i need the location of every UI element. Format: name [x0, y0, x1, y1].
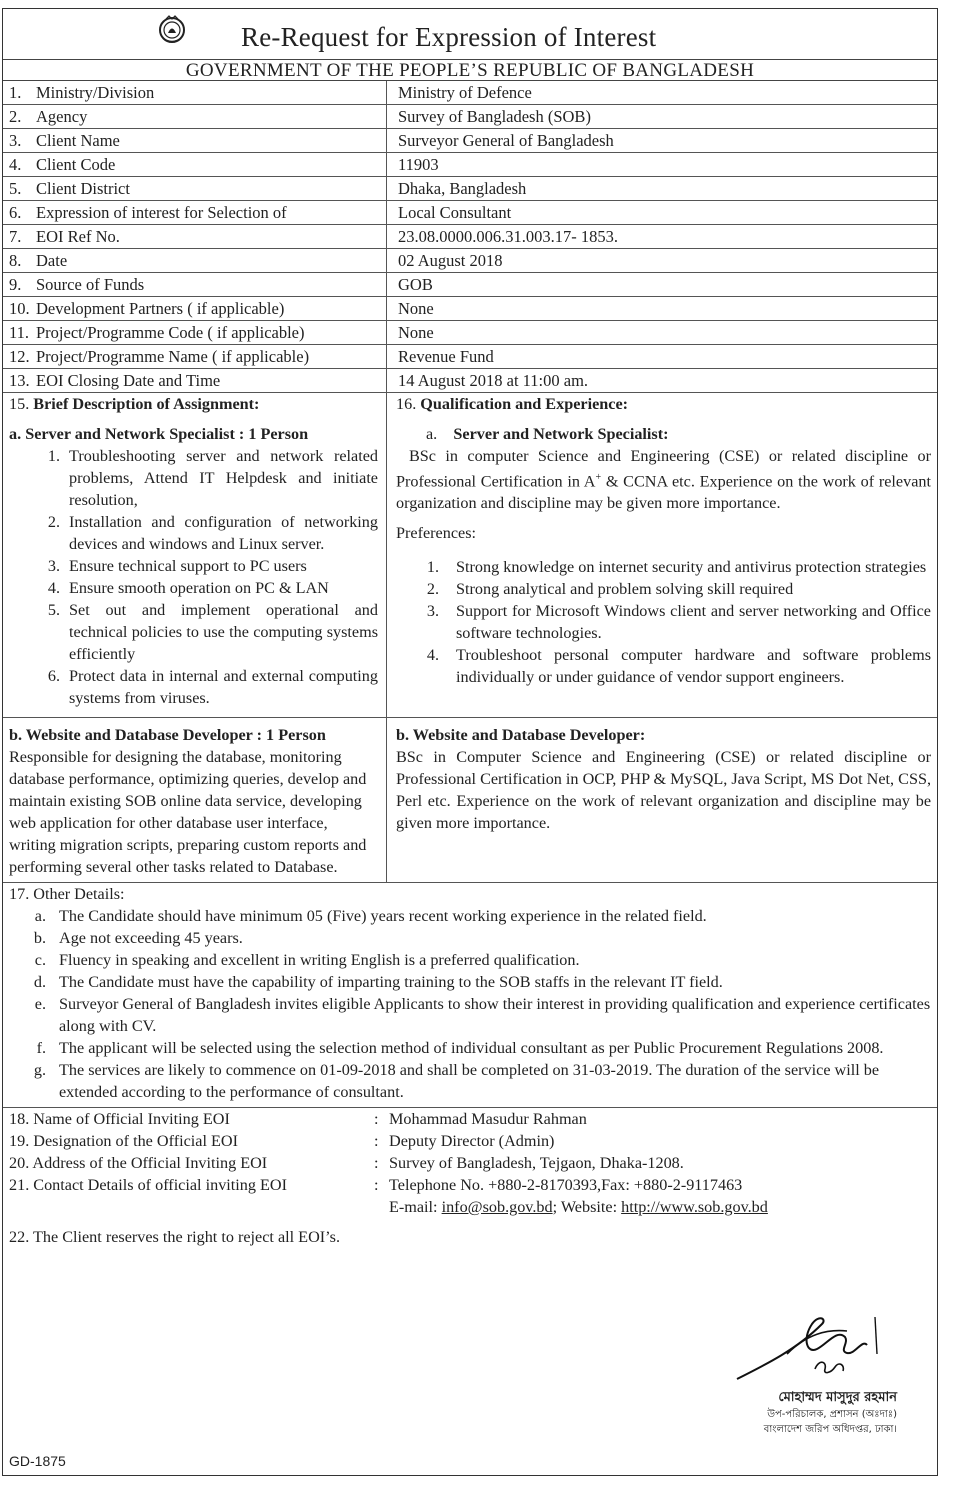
section-16-heading: Qualification and Experience: [420, 395, 629, 413]
email-link[interactable]: info@sob.gov.bd [441, 1198, 553, 1216]
official-row [9, 1130, 931, 1152]
summary-label-text: Client District [36, 179, 130, 198]
summary-value: 23.08.0000.006.31.003.17- 1853. [398, 227, 618, 246]
summary-label-text: Project/Programme Code ( if applicable) [36, 323, 305, 342]
summary-row [3, 177, 937, 201]
other-detail-item [9, 905, 931, 927]
duty-item-marker: 3. [47, 557, 60, 575]
summary-label-text: Client Code [36, 155, 116, 174]
summary-value: 14 August 2018 at 11:00 am. [398, 371, 589, 390]
summary-value: Local Consultant [398, 203, 512, 222]
summary-row [3, 297, 937, 321]
duty-item-text: Installation and configuration of networking devices and windows and Linux server. [69, 513, 378, 553]
other-detail-item [9, 1037, 931, 1059]
duty-item-text: Protect data in internal and external computing systems from viruses. [69, 667, 378, 707]
preference-item [396, 578, 931, 600]
server-qual-title: Server and Network Specialist: [453, 425, 669, 443]
duty-item-marker: 4. [47, 579, 60, 597]
preferences-list [396, 556, 931, 688]
official-colon: : [374, 1176, 379, 1194]
summary-label [3, 81, 387, 104]
summary-number: 3. [9, 131, 22, 150]
server-duties-list [9, 445, 378, 709]
duty-item-marker: 6. [47, 667, 60, 685]
duty-item [9, 577, 378, 599]
summary-number: 4. [9, 155, 22, 174]
official-label: 21. Contact Details of official inviting EOI [9, 1176, 287, 1194]
summary-row [3, 105, 937, 129]
preference-item-text: Strong analytical and problem solving skill required [456, 580, 794, 599]
section-15-number: 15. [9, 395, 30, 413]
summary-number: 2. [9, 107, 22, 126]
duty-item-text: Troubleshooting server and network related problems, Attend IT Helpdesk and initiate resolution, [69, 447, 378, 509]
summary-number: 13. [9, 371, 30, 390]
summary-number: 8. [9, 251, 22, 270]
summary-label [3, 129, 387, 152]
duty-item-marker: 2. [47, 513, 60, 531]
other-detail-item [9, 927, 931, 949]
duty-item [9, 511, 378, 555]
duty-item-marker: 1. [47, 447, 60, 465]
duty-item [9, 665, 378, 709]
official-label: 19. Designation of the Official EOI [9, 1132, 238, 1150]
other-detail-item-text: Fluency in speaking and excellent in writing English is a preferred qualification. [59, 951, 580, 969]
summary-value: 11903 [398, 155, 439, 174]
official-row [9, 1108, 931, 1130]
preference-item [396, 644, 931, 688]
preference-item-text: Troubleshoot personal computer hardware and software problems individually or under guidance of vendor support engineers. [456, 646, 931, 687]
web-qual-text: BSc in Computer Science and Engineering (CSE) or related discipline or Professional Certification in OCP, PHP & MySQL, Java Script, MS Dot Net, CSS, Perl etc. Experience on the work of relevant organization and discipline may be given more importance. [396, 748, 931, 832]
web-developer-description: Responsible for designing the database, monitoring database performance, optimizing queries, develop and maintain existing SOB online data service, developing web application for other database user interface, writing migration scripts, preparing custom reports and performing several other tasks related to Database. [9, 748, 367, 876]
summary-value: None [398, 323, 434, 342]
official-value: Mohammad Masudur Rahman [389, 1110, 587, 1128]
summary-row [3, 369, 937, 393]
official-value: Survey of Bangladesh, Tejgaon, Dhaka-1208. [389, 1154, 684, 1172]
other-detail-item [9, 971, 931, 993]
gd-code: GD-1875 [9, 1453, 66, 1469]
handwritten-signature-icon [727, 1309, 897, 1389]
summary-label [3, 225, 387, 248]
official-label: 18. Name of Official Inviting EOI [9, 1110, 230, 1128]
official-value: Deputy Director (Admin) [389, 1132, 555, 1150]
other-detail-item [9, 1059, 931, 1103]
summary-label [3, 345, 387, 368]
other-detail-item-text: Surveyor General of Bangladesh invites eligible Applicants to show their interest in providing qualification and experience certificates along with CV. [59, 995, 931, 1035]
other-detail-item-marker: d. [33, 973, 46, 991]
summary-label-text: Project/Programme Name ( if applicable) [36, 347, 310, 366]
duty-item-text: Ensure technical support to PC users [69, 557, 307, 575]
notice-title: Re-Request for Expression of Interest [241, 22, 657, 52]
preference-item-text: Strong knowledge on internet security and antivirus protection strategies [456, 558, 927, 577]
summary-row [3, 345, 937, 369]
server-qual-marker: a. [426, 425, 438, 443]
qualification-description [387, 393, 937, 717]
summary-value: Surveyor General of Bangladesh [398, 131, 614, 150]
signatory-office-bangla: বাংলাদেশ জরিপ অধিদপ্তর, ঢাকা। [763, 1424, 897, 1435]
section-15-16-a [3, 393, 937, 718]
preference-item-marker: 1. [426, 558, 439, 577]
preference-item [396, 556, 931, 578]
other-details-heading: 17. Other Details: [9, 885, 125, 903]
summary-value: GOB [398, 275, 433, 294]
summary-label-text: Expression of interest for Selection of [36, 203, 287, 222]
other-detail-item-text: The services are likely to commence on 01-09-2018 and shall be completed on 31-03-2019. The duration of the service will be extended according to the performance of consultant. [59, 1061, 880, 1101]
other-detail-item-text: The Candidate should have minimum 05 (Five) years recent working experience in the related field. [59, 907, 707, 925]
summary-label-text: EOI Closing Date and Time [36, 371, 221, 390]
preference-item [396, 600, 931, 644]
signature-block [707, 1309, 897, 1437]
duty-item-text: Set out and implement operational and technical policies to use the computing systems efficiently [69, 601, 378, 663]
other-detail-item-marker: e. [34, 995, 46, 1013]
summary-value: Ministry of Defence [398, 83, 532, 102]
official-label: 20. Address of the Official Inviting EOI [9, 1154, 268, 1172]
summary-label-text: Date [36, 251, 68, 270]
other-detail-item-marker: g. [33, 1061, 46, 1079]
other-details-list [9, 905, 931, 1103]
summary-label [3, 321, 387, 344]
government-emblem-icon [158, 15, 186, 45]
notice-subtitle: GOVERNMENT OF THE PEOPLE’S REPUBLIC OF BANGLADESH [3, 59, 937, 81]
duty-item-marker: 5. [47, 601, 60, 619]
web-qual-title: b. Website and Database Developer: [396, 726, 646, 744]
section-16-number: 16. [396, 395, 417, 413]
official-colon: : [374, 1154, 379, 1172]
preference-item-text: Support for Microsoft Windows client and server networking and Office software technologies. [456, 602, 931, 643]
official-colon: : [374, 1132, 379, 1150]
summary-value: Survey of Bangladesh (SOB) [398, 107, 591, 126]
other-details [3, 883, 937, 1108]
summary-label-text: Development Partners ( if applicable) [36, 299, 285, 318]
reserve-statement: 22. The Client reserves the right to reject all EOI’s. [9, 1228, 340, 1246]
summary-number: 7. [9, 227, 22, 246]
duty-item [9, 555, 378, 577]
other-detail-item-text: The Candidate must have the capability of imparting training to the SOB staffs in the relevant IT field. [59, 973, 723, 991]
summary-label-text: EOI Ref No. [36, 227, 120, 246]
summary-number: 6. [9, 203, 22, 222]
signatory-title-bangla: উপ-পরিচালক, প্রশাসন (অঃদাঃ) [767, 1409, 897, 1420]
duty-item-text: Ensure smooth operation on PC & LAN [69, 579, 329, 597]
summary-row [3, 201, 937, 225]
other-detail-item-text: Age not exceeding 45 years. [59, 929, 243, 947]
assignment-description [3, 393, 387, 717]
server-qual-text: BSc in computer Science and Engineering (CSE) or related discipline or Professional Certification in A+ & CCNA etc. Experience on the work of relevant organization and discipline may be given more importance. [396, 447, 931, 513]
section-15-16-b [3, 718, 937, 883]
summary-row [3, 249, 937, 273]
other-detail-item-marker: c. [34, 951, 46, 969]
summary-number: 11. [9, 323, 30, 342]
summary-label [3, 369, 387, 392]
summary-label-text: Source of Funds [36, 275, 145, 294]
summary-label [3, 153, 387, 176]
other-detail-item-text: The applicant will be selected using the selection method of individual consultant as per Public Procurement Regulations 2008. [59, 1039, 884, 1057]
summary-number: 12. [9, 347, 30, 366]
server-specialist-title: a. Server and Network Specialist : 1 Person [9, 425, 309, 443]
official-details [3, 1108, 937, 1248]
summary-label-text: Ministry/Division [36, 83, 155, 102]
summary-number: 10. [9, 299, 30, 318]
summary-row [3, 321, 937, 345]
summary-label-text: Client Name [36, 131, 120, 150]
other-detail-item-marker: b. [33, 929, 46, 947]
summary-label [3, 201, 387, 224]
summary-label [3, 177, 387, 200]
other-detail-item [9, 993, 931, 1037]
official-row [9, 1152, 931, 1174]
preferences-label: Preferences: [396, 524, 476, 543]
official-row [9, 1174, 931, 1196]
eoi-notice [2, 8, 938, 1476]
summary-label [3, 105, 387, 128]
other-detail-item-marker: a. [34, 907, 46, 925]
official-colon: : [374, 1110, 379, 1128]
summary-row [3, 153, 937, 177]
duty-item [9, 445, 378, 511]
summary-number: 1. [9, 83, 22, 102]
website-link[interactable]: http://www.sob.gov.bd [621, 1198, 768, 1216]
summary-row [3, 225, 937, 249]
summary-number: 9. [9, 275, 22, 294]
signatory-name-bangla: মোহাম্মদ মাসুদুর রহমান [778, 1390, 897, 1405]
section-15-heading: Brief Description of Assignment: [33, 395, 260, 413]
summary-number: 5. [9, 179, 22, 198]
summary-value: None [398, 299, 434, 318]
summary-label [3, 273, 387, 296]
other-detail-item [9, 949, 931, 971]
other-detail-item-marker: f. [36, 1039, 46, 1057]
summary-value: 02 August 2018 [398, 251, 503, 270]
summary-row [3, 129, 937, 153]
preference-item-marker: 2. [426, 580, 439, 599]
official-value: Telephone No. +880-2-8170393,Fax: +880-2-9117463 [389, 1176, 743, 1194]
web-developer-title: b. Website and Database Developer : 1 Person [9, 726, 326, 744]
notice-header [3, 9, 937, 81]
preference-item-marker: 3. [426, 602, 439, 621]
summary-table [3, 81, 937, 393]
summary-label-text: Agency [36, 107, 88, 126]
summary-value: Revenue Fund [398, 347, 494, 366]
summary-row [3, 273, 937, 297]
website-label: ; Website: [552, 1198, 622, 1216]
email-label: E-mail: [389, 1198, 442, 1216]
summary-label [3, 249, 387, 272]
duty-item [9, 599, 378, 665]
summary-row [3, 81, 937, 105]
preference-item-marker: 4. [426, 646, 439, 665]
summary-value: Dhaka, Bangladesh [398, 179, 527, 198]
summary-label [3, 297, 387, 320]
